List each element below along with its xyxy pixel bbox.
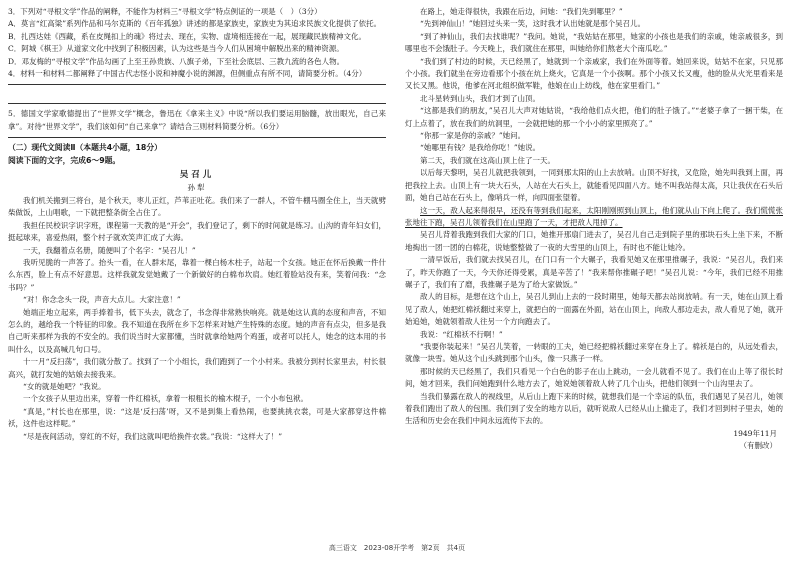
paragraph: “这都是我们的朋友，”吴召儿大声对她姑说，“我给他们点火把，他们的肚子饿了。”“老婆子拿了一捆干柴，在灯上点着了，放在我们的炕洞里，一会就把她的那一个小小的家里照亮了。” xyxy=(405,106,783,128)
paragraph: 一清早饭后，我们就去找吴召儿，在门口有一个大碾子，我看见她又在那里推碾子，我说：“吴召儿，我们来了，昨天你跑了一天，今天你还得受累，真是辛苦了！”我来帮你推碾子吧！”吴召儿说：“今年，我们已经不用推碾子了，我们有了磨，我推碾子是为了给大家做饭。” xyxy=(405,255,783,289)
paragraph: “对！你念念头一段，声音大点儿。大家注意！” xyxy=(23,295,181,305)
paragraph: 我说：“红棉袄不行啊！” xyxy=(420,329,503,339)
paragraph: 吴召儿背着我跑到我们大家的门口，她推开那扇门进去了，吴召儿自己走到院子里的那块石头上坐下来，不断地掏出一团一团的白棉花，说她整整做了一夜的大雪里的山顶上，有时也不能让她冷。 xyxy=(405,230,783,252)
question-3: 3．下列对“寻根文学”作品的阐释，不能作为材料三“寻根文学”特点例证的一项是（ ）（3分） xyxy=(8,7,322,16)
right-column xyxy=(405,6,783,536)
left-column xyxy=(8,6,386,536)
section-2-instruction: 阅读下面的文字，完成6～9题。 xyxy=(8,155,121,165)
paragraph: “真是，”村长也在那里，说：“这是‘反扫荡’呀，又不是到集上看热闹，也要挑挑衣裳，可是大家都穿这件棉袄，这件也这样呢。” xyxy=(8,406,386,429)
answer-line xyxy=(8,103,386,104)
paragraph: “到了神仙山，我们去找谁呢？”我问。她说，“我姑姑在那里，她家的小孩也是我们的亲戚，她亲戚很多，到哪里也不会饿肚子。今天晚上，我们就住在那里，叫她给你们熬老大个南瓜吃。” xyxy=(405,31,783,54)
paragraph: “你那一家是你的亲戚？”她问。 xyxy=(420,131,526,141)
paragraph: 我担任民校识字识字班，课程第一天教的是“开会”，我们登记了，剩下的时间就是练习。山沟的青年妇女们，挺起球来，喜爱热闹，整个村子就欢笑声汇成了大海。 xyxy=(8,220,386,243)
edit-note: （有删改） xyxy=(739,441,777,451)
q3-option-c: C．阿城《棋王》从道家文化中找到了积极因素，认为这些是当今人们从困境中解脱出来的精神资源。 xyxy=(8,44,344,54)
paragraph: 我听见脆的一声答了。抬头一看，在人群末尾，靠着一棵白杨木柱子，站起一个女孩。她正在怀后换戴一件什么东西，脸上有点不好意思。这样我就发觉她戴了一个新做好的白棉布坎肩。她红着脸站没有来，笑着问我：“念书吗？” xyxy=(8,257,386,292)
answer-line xyxy=(8,84,386,85)
paragraph: 她端正地立起来，两手捧着书，低下头去，就念了，书念得非常熟快响亮。就是她这认真的态度和声音，不知怎么的，越给我一个特征的印象。我不知道在我所在乡下怎样来对她产生特殊的态度。她的声音有点尖，但多是我自己听来那样为我的不安全的。我们说当时大家都懂，当时就拿给她两个鸡蛋，或者可以托人，她念的这本用的书叫什么，以及高喊几句口号。 xyxy=(8,307,386,354)
page-footer: 高三语文 2023-08开学考 第2页 共4页 xyxy=(328,544,466,552)
paragraph: 十一月“反扫荡”，我们就分散了。找到了一个小组长，我们跑到了一个小村来。我被分到村长家里去，村长很高兴，就打发她的姑娘去接我来。 xyxy=(8,357,386,379)
paragraph: 我们机关搬到三将台，是个秋天，枣儿正红，芦苇正吐花。我们来了一群人，不管牛棚马圈全住上，当天就劈柴做饭，上山唱歌，一下就把整条街全占住了。 xyxy=(8,195,386,218)
paragraph: 当我们暴露在敌人的视线里，从后山上跑下来的时候，就想我们是一个幸运的队伍，我们遇见了吴召儿，她领着我们跑出了敌人的包围。我们到了安全的地方以后，就听说敌人已经从山上撤走了，我们才回到村子里去，她的生活和历史会在我们中间永远流传下去的。 xyxy=(405,391,783,426)
paragraph: 那时候的天已经黑了，我们只看见一个白色的影子在山上跳动，一会儿就看不见了。我们在山上等了很长时间，她才回来，我们问她跑到什么地方去了，她说她领着敌人转了几个山头，把他们领到一个山沟里去了。 xyxy=(405,366,783,389)
paragraph: “尽是夜间活动，穿红的不好，我们这就叫吧给换件衣裳。”我说：“这样大了！” xyxy=(23,431,283,441)
question-5: 5．德国文学家歌德提出了“世界文学”概念，鲁迅在《拿来主义》中说“所以我们要运用脑髓，放出眼光，自己来拿”。对待“世界文学”，我们该如何“自己来拿”？请结合三则材料简要分析。（6分） xyxy=(8,109,386,131)
paragraph: “先到神仙山！”她回过头来一笑，这时我才认出她就是那个吴召儿。 xyxy=(420,19,646,29)
paragraph: 一个女孩子从里边出来，穿着一件红棉袄，拿着一根粗长的榆木棍子，一个小布包袱。 xyxy=(23,394,308,404)
story-title: 吴召儿 xyxy=(179,170,215,181)
story-author: 孙犁 xyxy=(187,183,207,193)
paragraph: 以后每天黎明，吴召儿就把我领到，一同到那太阳的山上去放哨。山顶不好找，又危险，她先叫我到上面，再把我拉上去。山顶上有一块大石头，人站在大石头上，就能看见四面八方。她不叫我站得太高，只让我伏在石头后面，她自己站在石头上，像哨兵一样，向四面张望着。 xyxy=(405,168,783,203)
q3-option-a: A．莫言“红高粱”系列作品和马尔克斯的《百年孤独》讲述的都是家族史，家族史为其追求民族文化提供了依托。 xyxy=(8,19,382,29)
paragraph: 敌人的目标，是想在这个山上，吴召儿到山上去的一段时期里，她每天都去站岗放哨。有一天，她在山顶上看见了敌人，她把红棉袄翻过来穿上，就把白的一面露在外面，站在山顶上，向敌人那边走去，敌人看见了她，就开始追她，她就领着敌人往另一个方向跑去了。 xyxy=(405,292,783,327)
paragraph: 北斗星转到山头，我们才到了山顶。 xyxy=(420,93,540,103)
section-2-heading: （二）现代文阅读Ⅱ（本题共4小题，18分） xyxy=(8,143,162,153)
paragraph: “我要你装起来！”吴召儿笑着，一转眼的工夫，她已经把棉袄翻过来穿在身上了。棉袄是白的，从远处看去，就像一块雪。她从这个山头跳到那个山头，像一只燕子一样。 xyxy=(405,341,783,364)
underlined-paragraph: 这一天，敌人起来得很早，还没有等到我们起来，太阳刚刚照到山顶上，他们就从山下向上爬了。我们慌慌张张地往下跑，吴召儿领着我们在山里跑了一天，才把敌人甩掉了。 xyxy=(405,205,783,227)
answer-line xyxy=(8,137,386,138)
paragraph: “女的就是她吧？”我说。 xyxy=(23,381,106,391)
paragraph: 在路上，她走得很快，我跟在后边，问她：“我们先到哪里？” xyxy=(420,7,623,16)
q3-option-b: B．扎西达娃《西藏，系在皮绳扣上的魂》将过去、现在，实物、虚境相连接在一起，展现藏民族精神文化。 xyxy=(8,31,367,41)
paragraph: “我们到了村边的时候，天已经黑了，她就到一个亲戚家，我们在外面等着。她回来说，姑姑不在家，只见那个小孩。我们就坐在旁边看那个小孩在炕上烧火，它真是一个小孩啊。那个小孩又长又瘦，他的脸从火光里看来是又长又黑。他说，他爹在河北组织做军鞋，他娘在山上纺线，他在家里看门。” xyxy=(405,56,783,91)
paragraph: “她哪里有钱？是我给你吃！”她说。 xyxy=(420,143,541,153)
paragraph: 第二天，我们就在这高山顶上住了一天。 xyxy=(420,155,555,165)
paragraph: 一天，我翻着点名册，随便叫了个名字：“吴召儿！” xyxy=(23,245,196,255)
story-date: 1949年11月 xyxy=(733,428,777,438)
q3-option-d: D．邓友梅的“寻根文学”作品勾画了上至王孙贵族、八旗子弟，下至社会底层、三教九流的各色人物。 xyxy=(8,56,345,66)
question-4: 4．材料一和材料二都阐释了中国古代志怪小说和神魔小说的渊源，但侧重点有所不同，请简要分析。（4分） xyxy=(8,69,367,79)
